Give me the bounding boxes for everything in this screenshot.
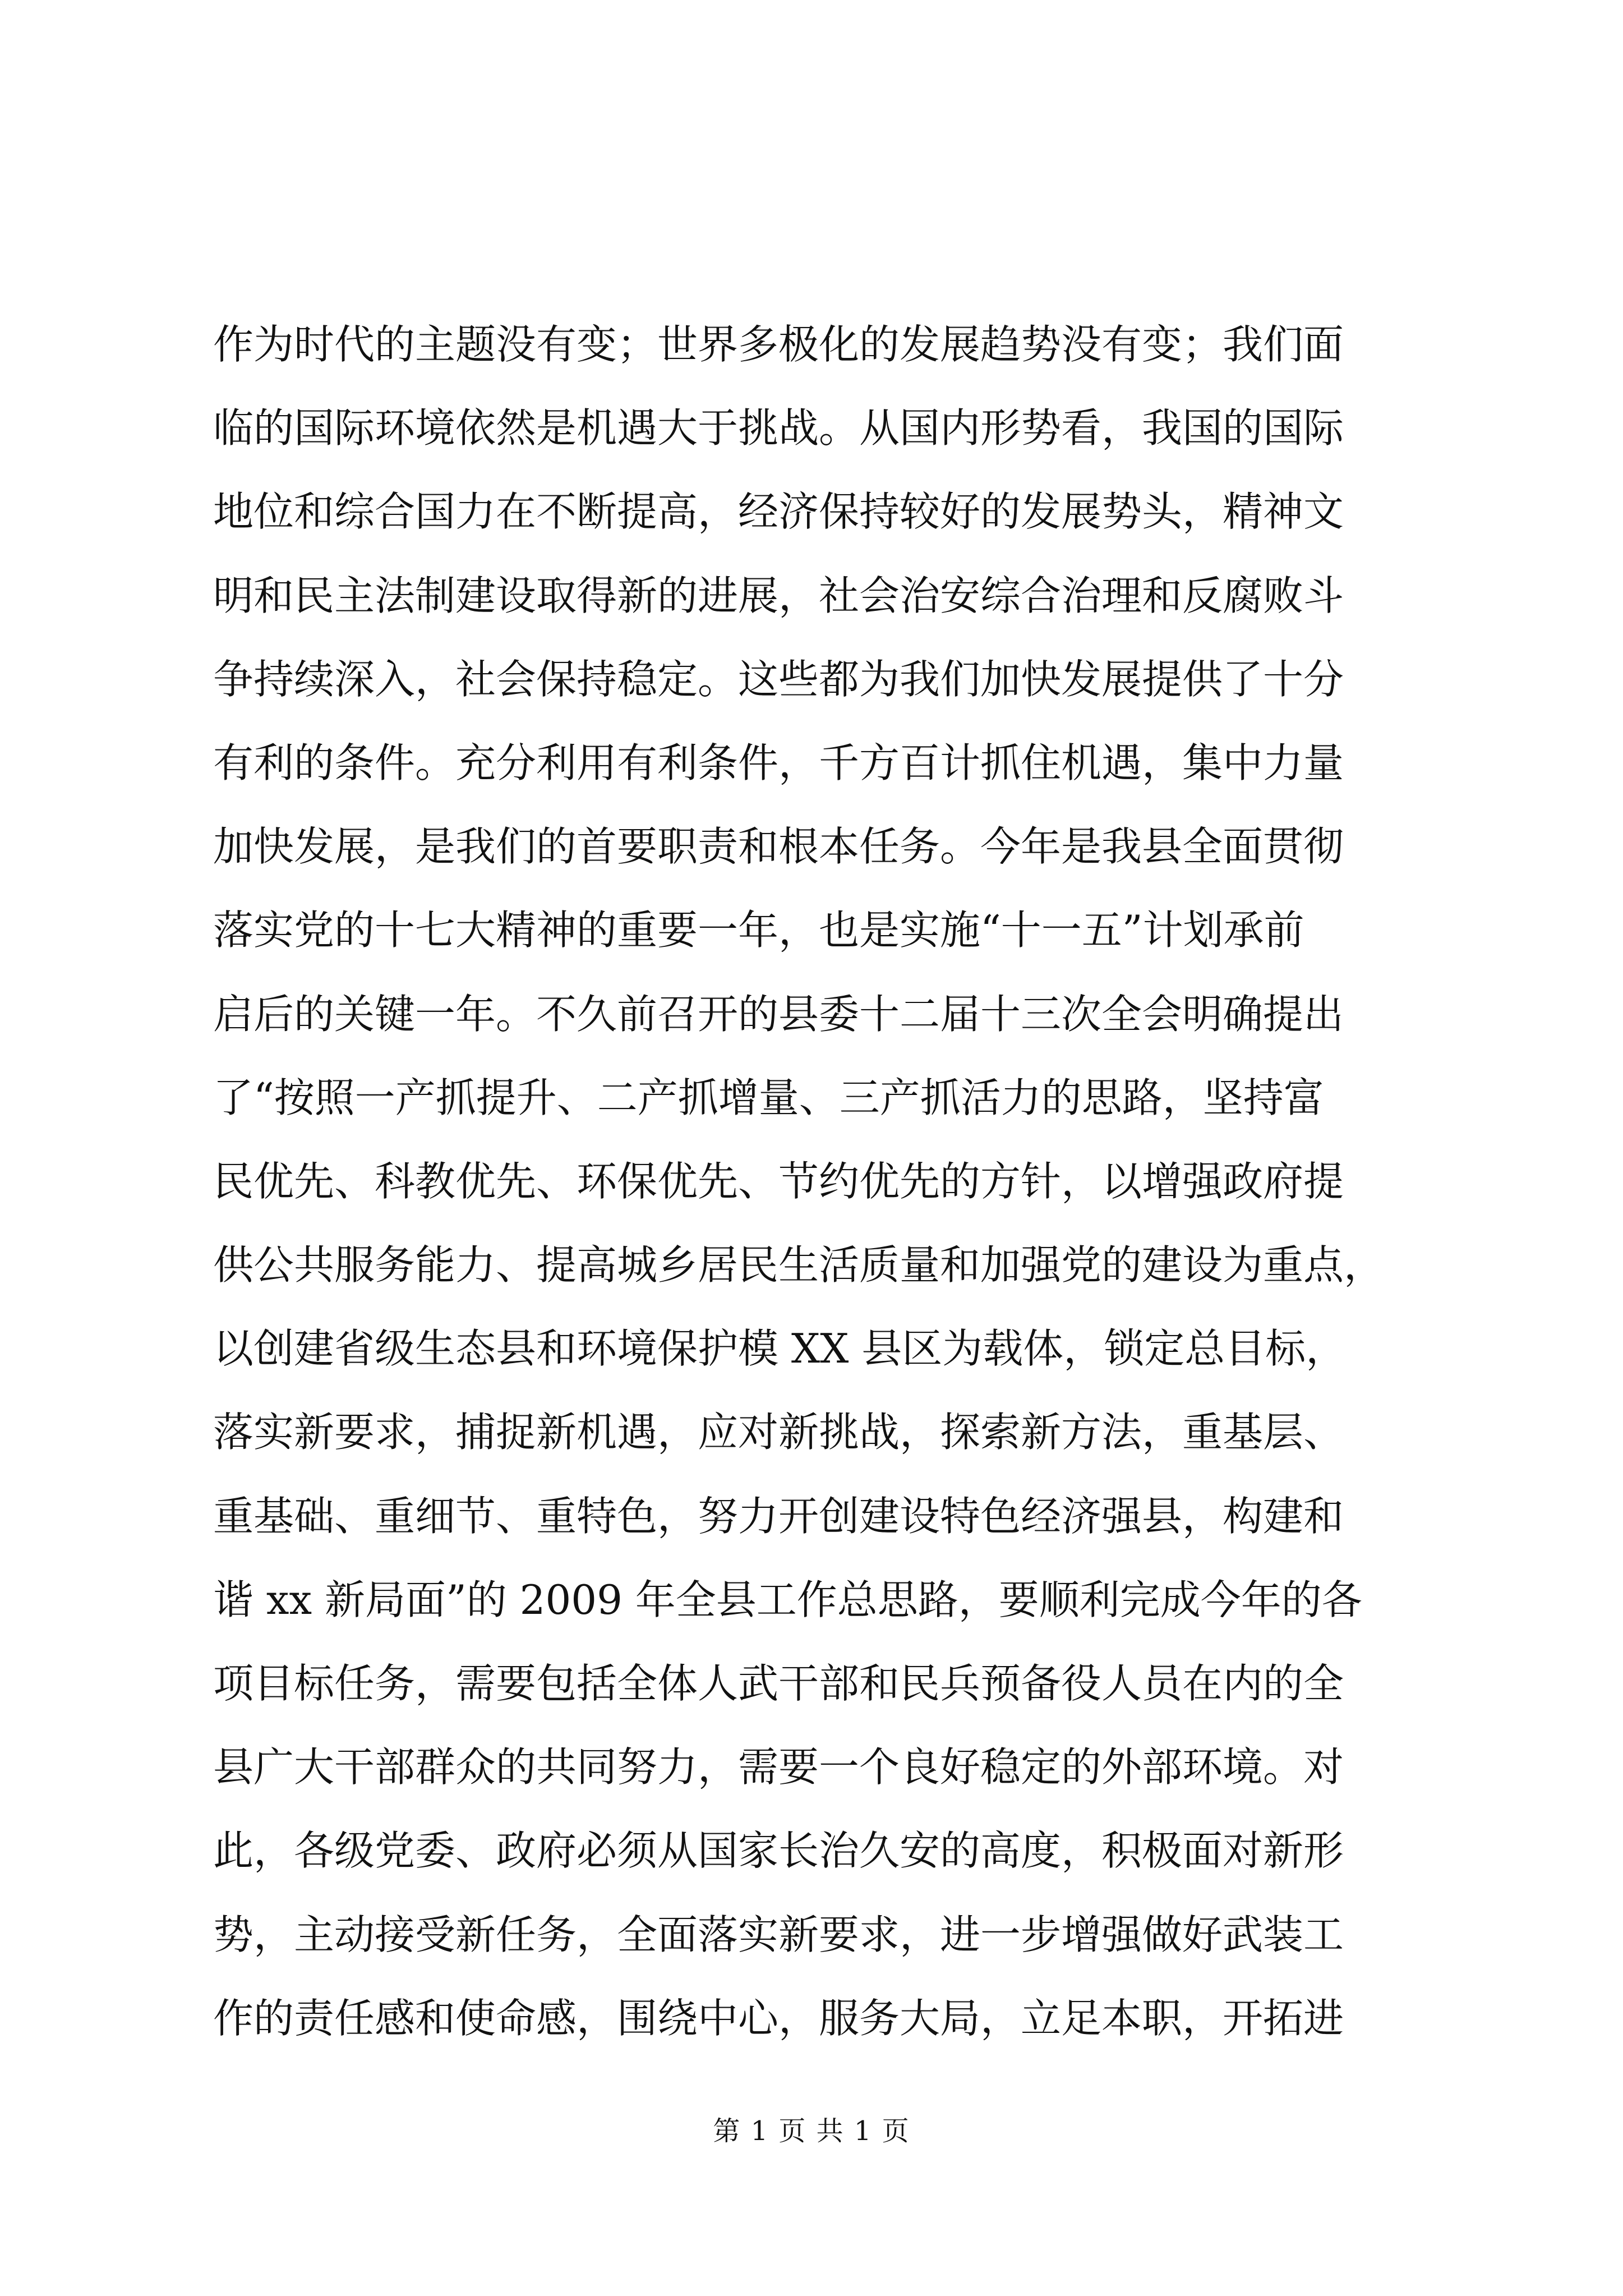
text-line: 作为时代的主题没有变；世界多极化的发展趋势没有变；我们面 bbox=[213, 321, 1344, 368]
text-line: 此，各级党委、政府必须从国家长治久安的高度，积极面对新形 bbox=[213, 1827, 1344, 1875]
text-line: 明和民主法制建设取得新的进展，社会治安综合治理和反腐败斗 bbox=[213, 572, 1344, 619]
text-line: 民优先、科教优先、环保优先、节约优先的方针，以增强政府提 bbox=[213, 1157, 1344, 1205]
text-line: 县广大干部群众的共同努力，需要一个良好稳定的外部环境。对 bbox=[213, 1743, 1344, 1791]
text-line: 重基础、重细节、重特色，努力开创建设特色经济强县，构建和 bbox=[213, 1492, 1344, 1540]
text-line: 项目标任务，需要包括全体人武干部和民兵预备役人员在内的全 bbox=[213, 1660, 1344, 1707]
text-line: 以创建省级生态县和环境保护模 XX 县区为载体，锁定总目标， bbox=[213, 1325, 1347, 1373]
document-body bbox=[213, 303, 1424, 2060]
text-line: 势，主动接受新任务，全面落实新要求，进一步增强做好武装工 bbox=[213, 1911, 1344, 1958]
text-line: 落实党的十七大精神的重要一年，也是实施“十一五”计划承前 bbox=[213, 907, 1304, 954]
text-line: 谐 xx 新局面”的 2009 年全县工作总思路，要顺利完成今年的各 bbox=[213, 1576, 1362, 1623]
page-footer: 第 1 页 共 1 页 bbox=[713, 2115, 910, 2147]
text-line: 加快发展，是我们的首要职责和根本任务。今年是我县全面贯彻 bbox=[213, 823, 1344, 871]
text-line: 了“按照一产抓提升、二产抓增量、三产抓活力的思路，坚持富 bbox=[213, 1074, 1324, 1121]
text-line: 作的责任感和使命感，围绕中心，服务大局，立足本职，开拓进 bbox=[213, 1994, 1344, 2042]
text-line: 供公共服务能力、提高城乡居民生活质量和加强党的建设为重点， bbox=[213, 1241, 1385, 1289]
text-line: 争持续深入，社会保持稳定。这些都为我们加快发展提供了十分 bbox=[213, 655, 1344, 703]
text-line: 落实新要求，捕捉新机遇，应对新挑战，探索新方法，重基层、 bbox=[213, 1409, 1344, 1456]
text-line: 有利的条件。充分利用有利条件，千方百计抓住机遇，集中力量 bbox=[213, 739, 1344, 786]
text-line: 地位和综合国力在不断提高，经济保持较好的发展势头，精神文 bbox=[213, 488, 1344, 536]
text-line: 启后的关键一年。不久前召开的县委十二届十三次全会明确提出 bbox=[213, 990, 1344, 1038]
text-line: 临的国际环境依然是机遇大于挑战。从国内形势看，我国的国际 bbox=[213, 404, 1344, 452]
